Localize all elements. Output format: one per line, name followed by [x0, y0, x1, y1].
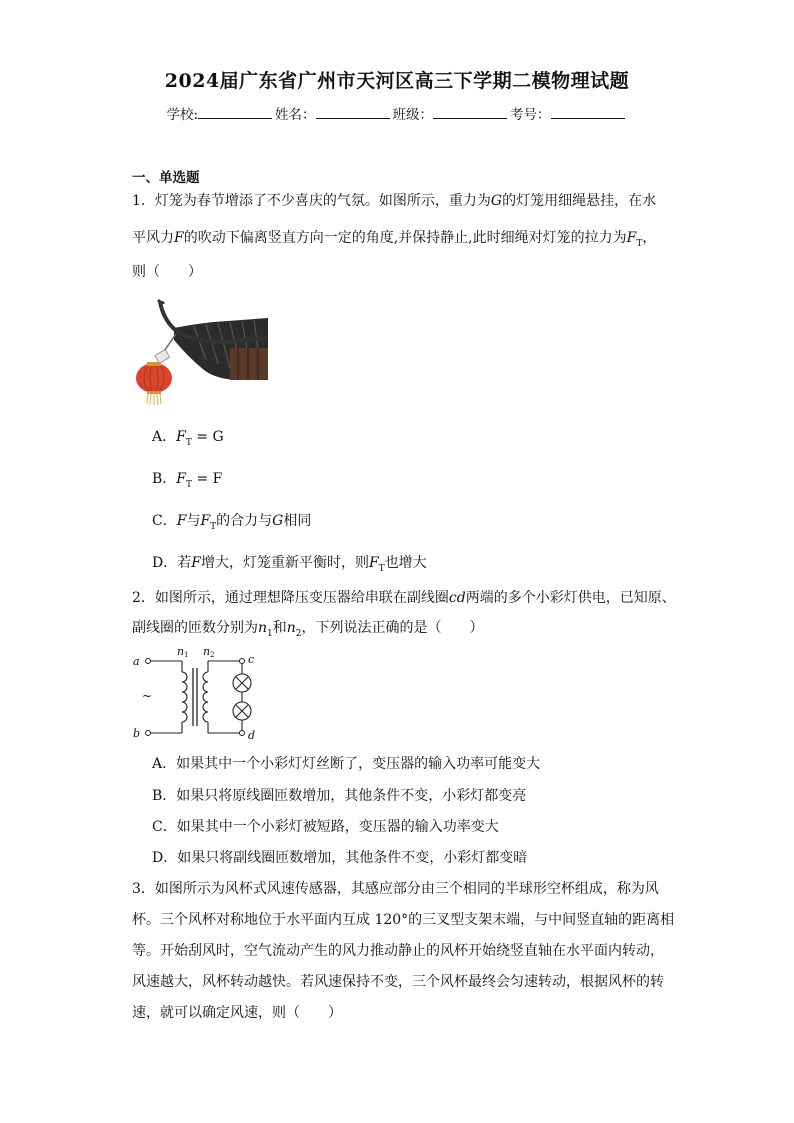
q2-line1: 2．如图所示，通过理想降压变压器给串联在副线圈cd两端的多个小彩灯供电，已知原、	[132, 590, 676, 606]
class-label: 班级：	[392, 107, 434, 123]
q2-option-d[interactable]: D．如果只将副线圈匝数增加，其他条件不变，小彩灯都变暗	[152, 850, 528, 866]
n1-label: n	[177, 645, 185, 658]
q1-line2: 平风力F的吹动下偏离竖直方向一定的角度,并保持静止,此时细绳对灯笼的拉力为$F_T$，	[132, 230, 657, 249]
name-label: 姓名：	[275, 107, 316, 123]
q2-option-b[interactable]: B．如果只将原线圈匝数增加，其他条件不变，小彩灯都变亮	[152, 788, 527, 804]
q2-line2: 副线圈的匝数分别为$n_1$和$n_2$，下列说法正确的是（ ）	[132, 620, 484, 639]
exam-no-blank[interactable]	[551, 106, 625, 119]
student-info-line	[0, 103, 794, 123]
exam-no-label: 考号：	[510, 107, 551, 123]
school-blank[interactable]	[198, 106, 272, 119]
q3-line2: 杯。三个风杯对称地位于水平面内互成 120°的三叉型支架末端，与中间竖直轴的距离相	[132, 912, 675, 928]
section-title: 一、单选题	[132, 170, 200, 186]
q1-option-c[interactable]: C．F与$F_T$的合力与G相同	[152, 513, 312, 532]
class-blank[interactable]	[433, 106, 507, 119]
primary-coil	[182, 672, 187, 722]
q3-line1: 3．如图所示为风杯式风速传感器，其感应部分由三个相同的半球形空杯组成，称为风	[132, 881, 659, 897]
school-label: 学校:	[166, 107, 199, 123]
name-blank[interactable]	[316, 106, 390, 119]
transformer-diagram	[130, 644, 266, 744]
terminal-c-label: c	[248, 653, 255, 666]
page-title: 2024届广东省广州市天河区高三下学期二模物理试题	[164, 70, 630, 92]
terminal-d-label: d	[248, 729, 256, 742]
q1-option-b[interactable]: B．$F_T = F$	[152, 471, 223, 490]
svg-text:1: 1	[184, 651, 189, 659]
q1-option-a[interactable]: A．$F_T = G$	[152, 429, 224, 448]
svg-text:2: 2	[210, 651, 215, 659]
lantern-body	[136, 363, 172, 393]
q1-line3: 则（ ）	[132, 264, 202, 280]
lantern-image	[134, 298, 268, 406]
ac-source-symbol: ~	[142, 689, 153, 703]
q1-option-d[interactable]: D．若F增大，灯笼重新平衡时，则$F_T$也增大	[152, 555, 427, 574]
secondary-coil	[203, 672, 208, 722]
q2-option-c[interactable]: C．如果其中一个小彩灯被短路，变压器的输入功率变大	[152, 819, 499, 835]
terminal-b-label: b	[133, 727, 141, 740]
q3-line5: 速，就可以确定风速，则（ ）	[132, 1005, 342, 1021]
q3-line3: 等。开始刮风时，空气流动产生的风力推动静止的风杯开始绕竖直轴在水平面内转动，	[132, 943, 664, 959]
q2-option-a[interactable]: A．如果其中一个小彩灯灯丝断了，变压器的输入功率可能变大	[152, 756, 541, 772]
q1-line1: 1．灯笼为春节增添了不少喜庆的气氛。如图所示，重力为G的灯笼用细绳悬挂，在水	[132, 193, 657, 209]
q3-line4: 风速越大，风杯转动越快。若风速保持不变，三个风杯最终会匀速转动，根据风杯的转	[132, 974, 664, 990]
terminal-a-label: a	[133, 655, 140, 668]
n2-label: n	[203, 645, 211, 658]
